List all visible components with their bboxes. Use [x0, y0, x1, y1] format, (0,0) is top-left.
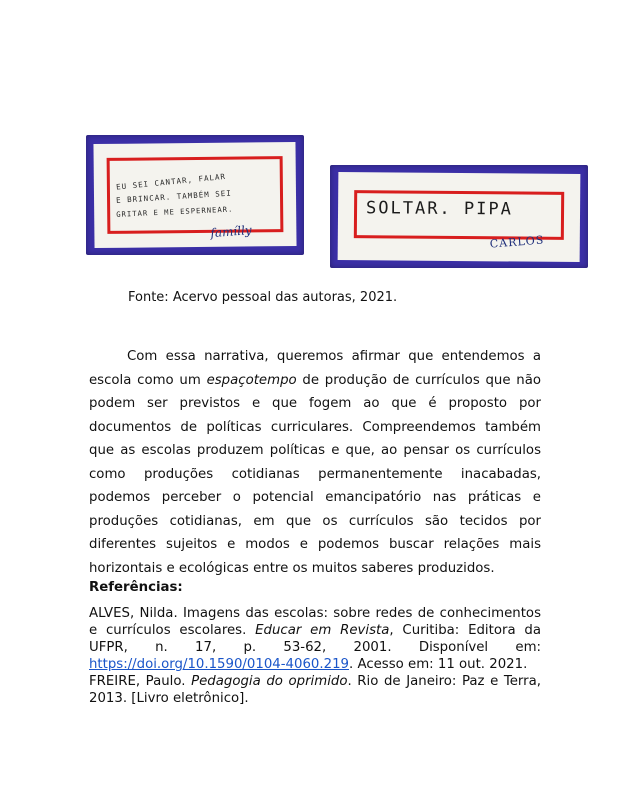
reference-text: , Curitiba: Editora da UFPR, n. 17, p. 53-62, 2001. Disponível em:: [89, 623, 541, 655]
reference-item: [89, 605, 541, 673]
handwritten-line-3: GRITAR E ME ESPERNEAR.: [116, 204, 234, 219]
handwritten-line-2: E BRINCAR. TAMBÉM SEI: [115, 188, 233, 205]
photo-left: [86, 135, 304, 255]
paragraph-text-start: Com essa narrativa, queremos afirmar que entendemos a escola como um: [89, 349, 541, 388]
reference-doi-link[interactable]: https://doi.org/10.1590/0104-4060.219: [89, 657, 349, 672]
paper-card: [338, 172, 581, 262]
reference-book-title: Pedagogia do oprimido: [191, 674, 348, 689]
handwritten-line-1: EU SEI CANTAR, FALAR: [115, 171, 227, 192]
figure-caption: Fonte: Acervo pessoal das autoras, 2021.: [128, 290, 398, 305]
reference-text: ALVES, Nilda. Imagens das escolas: sobre redes de conhecimentos e currículos escolares.: [89, 606, 541, 638]
handwritten-signature: CARLOS: [489, 233, 545, 251]
paper-card: [93, 142, 296, 248]
reference-text: . Acesso em: 11 out. 2021.: [349, 657, 528, 672]
paragraph-text-end: de produção de currículos que não podem ser previstos e que fogem ao que é proposto por documentos de políticas curriculares. Compreendemos também que as escolas produzem políticas e que, ao pensar os currículos como produções cotidianas permanentemente inacabadas, podemos perceber o potencial emancipatório nas práticas e produções cotidianas, em que os currículos são tecidos por diferentes sujeitos e modos e podemos buscar relações mais horizontais e ecológicas entre os muitos saberes produzidos.: [89, 372, 542, 576]
handwritten-text: SOLTAR. PIPA: [365, 198, 513, 220]
photo-right: [330, 165, 588, 268]
paragraph-emphasis: espaçotempo: [206, 372, 297, 388]
body-paragraph: [89, 345, 541, 580]
references-heading: Referências:: [89, 580, 183, 595]
reference-text: FREIRE, Paulo.: [89, 674, 192, 689]
reference-item: [89, 673, 541, 707]
handwritten-signature: famílly: [209, 222, 253, 241]
reference-journal: Educar em Revista: [255, 623, 390, 638]
reference-text: . Rio de Janeiro: Paz e Terra, 2013. [Livro eletrônico].: [89, 674, 541, 706]
